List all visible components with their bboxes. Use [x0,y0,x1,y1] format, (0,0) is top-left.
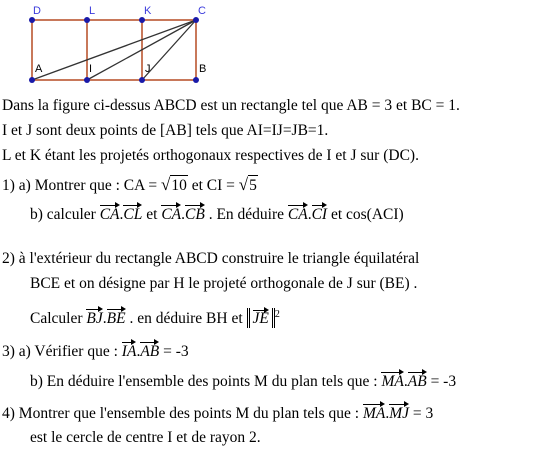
vector-cl: CL [123,203,142,225]
vector-mj: MJ [389,402,409,424]
q1a-prefix: 1) a) Montrer que : CA = [2,177,161,194]
sqrt-5: 5 [249,177,257,194]
norm-je [247,308,275,328]
vector-be: BE [107,307,126,329]
label-i: I [89,63,93,75]
label-j: J [145,63,151,75]
point-l [84,17,90,23]
vector-cb: CB [185,203,205,225]
question-4-line-2: est le cercle de centre I et de rayon 2. [30,429,261,446]
q4-prefix: 4) Montrer que l'ensemble des points M du plan tels que : [2,405,363,422]
q2-middle: . en déduire BH et [125,310,247,328]
point-b [193,77,199,83]
q3a-end: = -3 [159,343,189,360]
vector-ca-3: CA [288,203,308,225]
intro-line-3: L et K étant les projetés orthogonaux respectives de I et J sur (DC). [2,147,419,164]
vector-ia: IA [122,340,137,362]
norm-exponent: 2 [274,309,280,320]
q4-end: = 3 [409,405,434,422]
question-2-line-1: 2) à l'extérieur du rectangle ABCD construire le triangle équilatéral [2,250,420,267]
vector-ma: MA [381,370,403,392]
point-a [29,77,35,83]
label-k: K [144,5,152,17]
intro-line-1: Dans la figure ci-dessus ABCD est un rectangle tel que AB = 3 et BC = 1. [2,97,460,114]
point-i [84,77,90,83]
point-k [139,17,145,23]
label-d: D [33,5,41,17]
label-l: L [89,5,96,17]
vector-ca: CA [100,203,120,225]
q3b-prefix: b) En déduire l'ensemble des points M du plan tels que : [30,373,382,390]
vector-bj: BJ [86,307,102,329]
q1a-middle: et CI = [187,177,239,194]
diagonals [32,20,196,80]
question-4-line-1 [2,402,433,424]
question-3b [30,370,456,392]
vector-ab-2: AB [408,370,427,392]
q1b-middle: . En déduire [204,206,288,223]
q3a-prefix: 3) a) Vérifier que : [2,343,122,360]
label-c: C [198,5,206,17]
dot-3: . [307,206,312,223]
sqrt-10: 10 [171,177,187,194]
point-d [29,17,35,23]
intro-line-2: I et J sont deux points de [AB] tels que AI=IJ=JB=1. [2,122,329,139]
q1b-prefix: b) calculer [30,206,100,223]
vector-ma-2: MA [363,402,385,424]
dot-1: . [119,206,124,223]
question-2-line-3 [30,305,280,329]
q1b-end: et cos(ACI) [327,206,404,223]
question-3a [2,340,189,362]
geometry-figure [0,0,215,90]
vector-je: JE [252,310,269,328]
vector-ci: CI [312,203,328,225]
label-a: A [35,63,43,75]
dot-4: . [102,310,107,328]
dot-2: . [181,206,185,223]
q2-prefix: Calculer [30,310,87,328]
dot-6: . [403,373,408,390]
question-1a: 1) a) Montrer que : CA = √10 et CI = √5 [2,175,257,194]
point-c [193,17,199,23]
vector-ca-2: CA [161,203,181,225]
q1b-and: et [142,206,162,223]
q3b-end: = -3 [426,373,457,390]
point-j [139,77,145,83]
dot-7: . [385,405,390,422]
vector-ab: AB [140,340,159,362]
dot-5: . [136,343,141,360]
question-2-line-2: BCE et on désigne par H le projeté orthogonale de J sur (BE) . [30,275,418,292]
question-1b [30,203,404,225]
label-b: B [199,63,207,75]
